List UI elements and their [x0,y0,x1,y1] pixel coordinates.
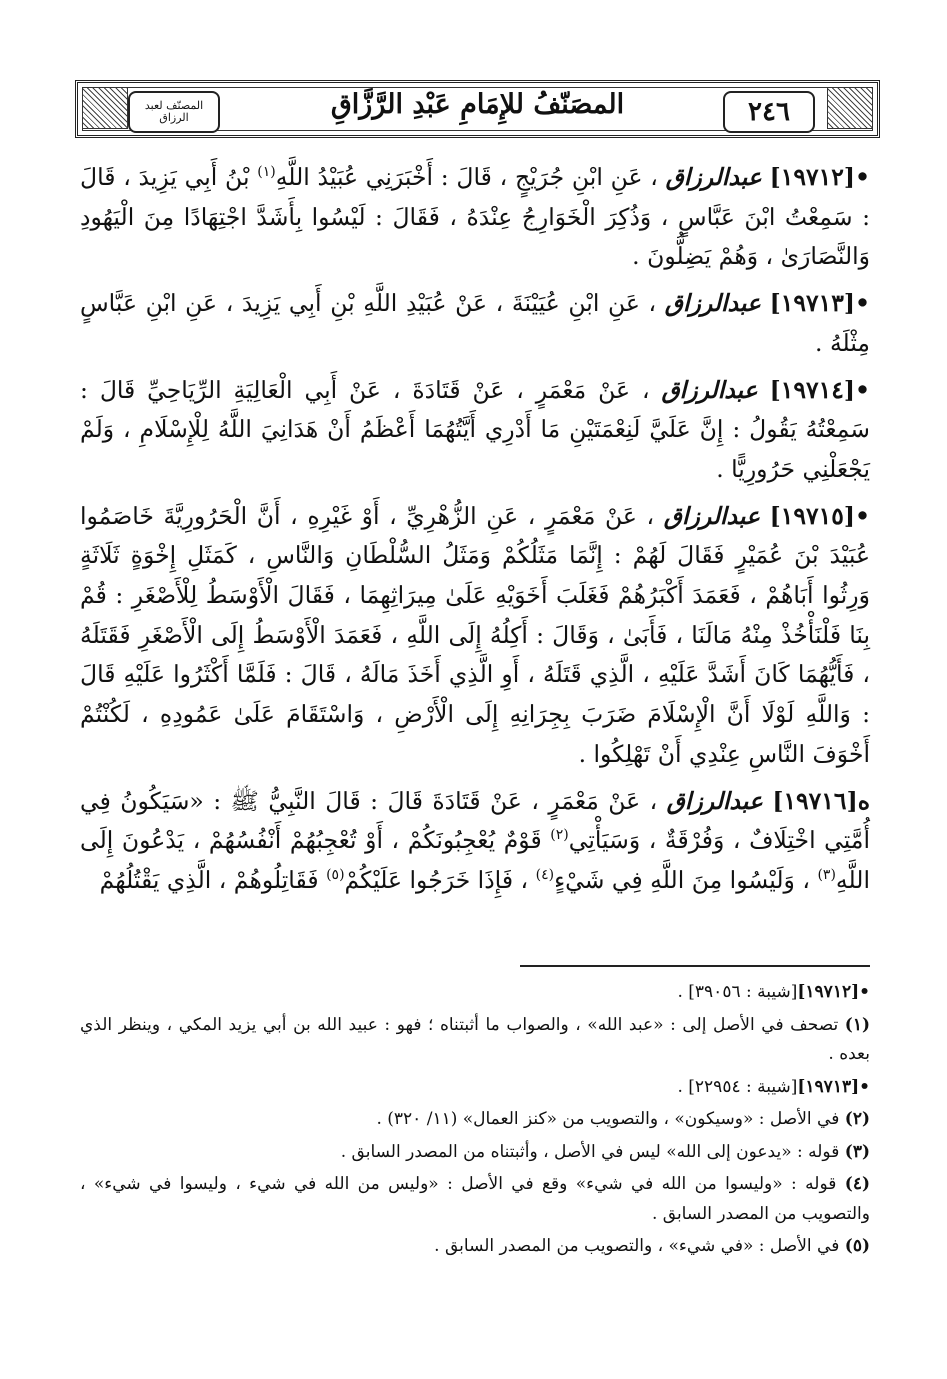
hadith-entry [80,158,870,277]
footnote-ref: (٣) [817,867,836,884]
footnote-divider [520,965,870,967]
entry-marker: ه [857,786,870,815]
entry-number: [١٩٧١٦] [772,786,858,815]
entry-number: [١٩٧١٥] [769,501,855,530]
entry-number: [١٩٧١٣] [769,289,855,318]
footnote [80,978,870,1008]
footnote-label: (١) [844,1014,871,1035]
footnote [80,1170,870,1229]
entry-source: عبدالرزاق [666,786,763,815]
hadith-entry [80,782,870,901]
footnote-text: تصحف في الأصل إلى : «عبد الله» ، والصواب ما أثبتناه ؛ فهو : عبيد الله بن أبي يزيد المكي ، وينظر الذي بعده . [80,1014,870,1064]
entry-number: [١٩٧١٤] [769,375,855,404]
footnote-ref: (٥) [326,867,345,884]
footnote-ref: (٤) [535,867,555,884]
page-header [75,80,880,138]
footnote-text: قوله : «وليسوا من الله في شيء» وقع في الأصل : «وليس من الله في شيء ، وليسوا في شيء» ، والتصويب من المصدر السابق . [80,1174,870,1224]
footnote-text: [شيبة : ٢٢٩٥٤] . [677,1076,798,1097]
entry-marker: • [854,375,870,404]
entry-text: ، وَلَيْسُوا مِنَ اللَّهِ فِي شَيْءٍ [554,865,810,894]
entry-source: عبدالرزاق [665,163,762,191]
ornament-right-icon [827,87,873,129]
footnote-label: •[١٩٧١٢] [797,982,870,1002]
footnote-label: (٥) [844,1236,870,1256]
footnote-text: في الأصل : «وسيكون» ، والتصويب من «كنز العمال» (١١/ ٣٢٠) . [376,1109,840,1129]
entry-text: ، فَإِذَا خَرَجُوا عَلَيْكُمْ [344,865,529,894]
entry-text: ، عَنِ ابْنِ جُرَيْجٍ ، قَالَ : أَخْبَرَنِي عُبَيْدُ اللَّهِ [275,163,658,191]
entry-text: ، عَنْ مَعْمَرٍ ، عَنْ قَتَادَةَ قَالَ : قَالَ النَّبِيُّ ﷺ : «سَيَكُونُ فِي أُمَّتِي اخْتِلَافٌ ، وَفُرْقَةٌ ، وَسَيَأْتِي [80,786,870,855]
footnote-label: (٣) [844,1141,870,1162]
publisher-seal: المصنّف لعبد الرزاق [128,91,220,133]
entry-number: [١٩٧١٢] [769,163,855,191]
entry-marker: • [854,501,870,530]
footnote-text: في الأصل : «في شيء» ، والتصويب من المصدر السابق . [434,1236,840,1256]
footnote-ref: (٢) [550,827,569,844]
hadith-entry [80,497,870,775]
entry-marker: • [854,163,870,191]
entry-text: قَوْمٌ يُعْجِبُونَكُمْ ، أَوْ تُعْجِبُهُمْ أَنْفُسُهُمْ ، يَدْعُونَ إِلَى اللَّهِ [80,826,870,894]
footnote-ref: (١) [257,164,276,181]
main-text [80,158,870,908]
footnotes [80,978,870,1265]
hadith-entry [80,371,870,490]
entry-text: ، عَنْ مَعْمَرٍ ، عَنْ قَتَادَةَ ، عَنْ أَبِي الْعَالِيَةِ الرِّيَاحِيِّ قَالَ : سَمِعْتُهُ يَقُولُ : إِنَّ عَلَيَّ لَنِعْمَتَيْنِ مَا أَدْرِي أَيَّتُهُمَا أَعْظَمُ أَنْ هَدَانِيَ اللَّهُ لِلْإِسْلَامِ ، وَلَمْ يَجْعَلْنِي حَرُورِيًّا . [80,375,870,483]
footnote [80,1138,870,1168]
footnote [80,1073,870,1103]
footnote-label: •[١٩٧١٣] [797,1076,870,1097]
entry-text: بْنُ أَبِي يَزِيدَ ، قَالَ : سَمِعْتُ ابْنَ عَبَّاسٍ ، وَذُكِرَ الْخَوَارِجُ عِنْدَهُ ، فَقَالَ : لَيْسُوا بِأَشَدَّ اجْتِهَادًا مِنَ الْيَهُودِ وَالنَّصَارَىٰ ، وَهُمْ يَضِلُّونَ . [80,163,870,271]
entry-source: عبدالرزاق [663,501,760,530]
entry-source: عبدالرزاق [664,289,761,318]
footnote [80,1232,870,1262]
footnote [80,1105,870,1135]
page-title: المصَنّفُ للإِمَامِ عَبْدِ الرَّزَّاقِ [330,89,625,120]
hadith-entry [80,284,870,363]
footnote-label: (٤) [844,1174,870,1194]
entry-text: فَقَاتِلُوهُمْ ، الَّذِي يَقْتُلُهُمْ [99,865,319,894]
entry-marker: • [854,289,870,318]
entry-text: ، عَنْ مَعْمَرٍ ، عَنِ الزُّهْرِيِّ ، أَوْ غَيْرِهِ ، أَنَّ الْحَرُورِيَّةَ خَاصَمُوا عُبَيْدَ بْنَ عُمَيْرٍ فَقَالَ لَهُمْ : إِنَّمَا مَثَلُكُمْ وَمَثَلُ السُّلْطَانِ وَالنَّاسِ ، كَمَثَلِ إِخْوَةٍ ثَلَاثَةٍ وَرِثُوا أَبَاهُمْ ، فَعَمَدَ أَكْبَرُهُمْ فَغَلَبَ أَخَوَيْهِ عَلَىٰ مِيرَاثِهِمَا ، فَقَالَ الْأَوْسَطُ لِلْأَصْغَرِ : قُمْ بِنَا فَلْنَأْخُذْ مِنْهُ مَالَنَا ، فَأَبَىٰ ، وَقَالَ : أَكِلُهُ إِلَى اللَّهِ ، فَعَمَدَ الْأَوْسَطُ إِلَى الْأَصْغَرِ فَقَتَلَهُ ، فَأَيُّهُمَا كَانَ أَشَدَّ عَلَيْهِ ، الَّذِي قَتَلَهُ ، أَوِ الَّذِي أَخَذَ مَالَهُ ، قَالَ : فَلَمَّا أَكْثَرُوا عَلَيْهِ قَالَ : وَاللَّهِ لَوْلَا أَنَّ الْإِسْلَامَ ضَرَبَ بِجِرَانِهِ إِلَى الْأَرْضِ ، وَاسْتَقَامَ عَلَىٰ عَمُودِهِ ، لَكُنْتُمْ أَخْوَفَ النَّاسِ عِنْدِي أَنْ تَهْلِكُوا . [80,501,870,768]
ornament-left-icon [82,87,128,129]
footnote [80,1011,870,1070]
footnote-text: [شيبة : ٣٩٠٥٦] . [677,982,798,1002]
footnote-label: (٢) [844,1109,870,1129]
footnote-text: قوله : «يدعون إلى الله» ليس في الأصل ، وأثبتناه من المصدر السابق . [340,1141,840,1162]
entry-source: عبدالرزاق [661,375,758,404]
entry-text: ، عَنِ ابْنِ عُيَيْنَةَ ، عَنْ عُبَيْدِ اللَّهِ بْنِ أَبِي يَزِيدَ ، عَنِ ابْنِ عَبَّاسٍ مِثْلَهُ . [80,289,870,357]
page-number: ٢٤٦ [723,91,815,133]
